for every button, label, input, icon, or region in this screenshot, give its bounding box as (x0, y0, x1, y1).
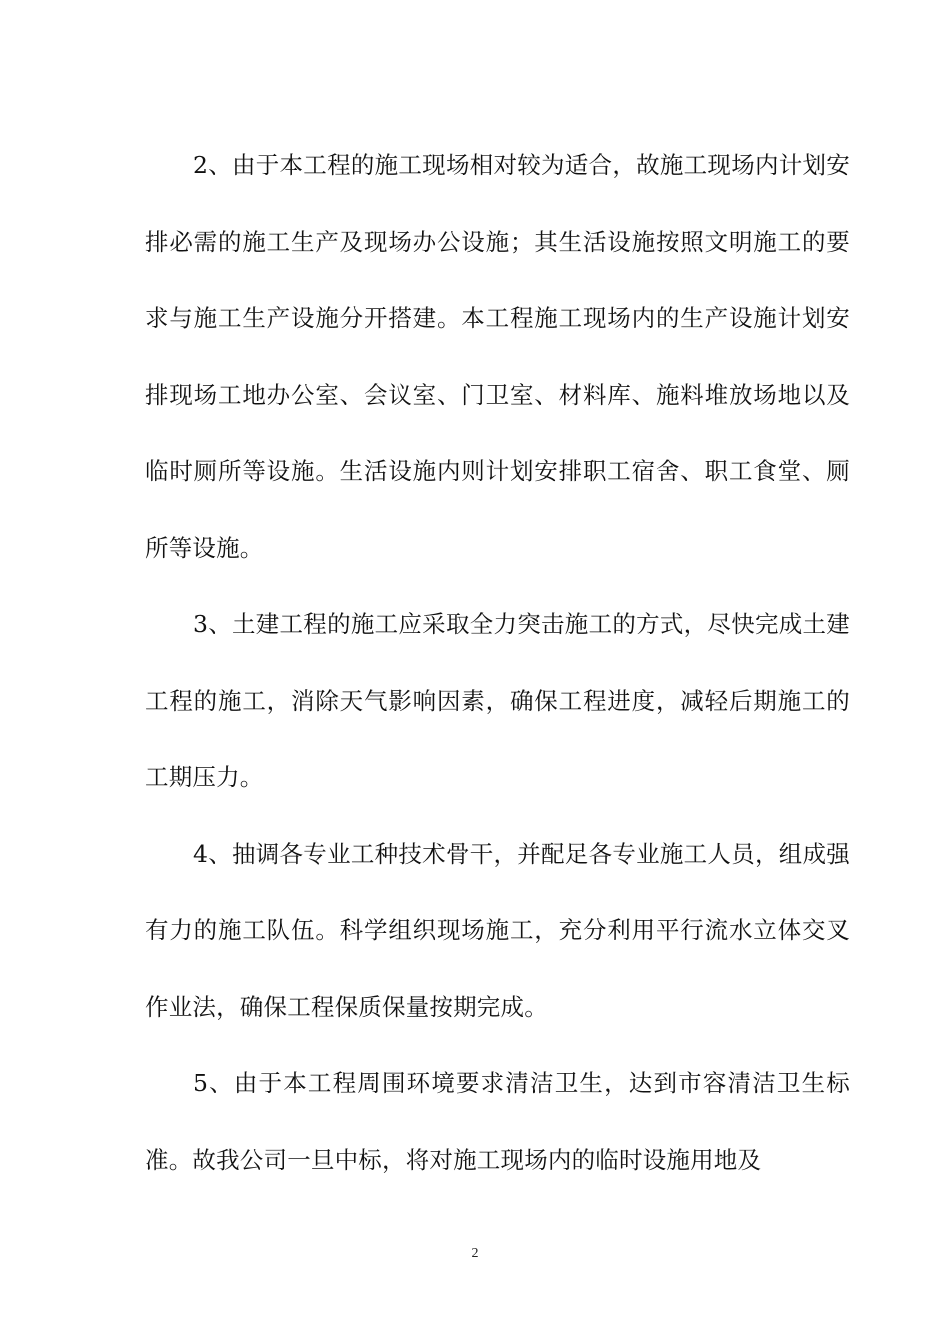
paragraph-item-2: 2、由于本工程的施工现场相对较为适合，故施工现场内计划安排必需的施工生产及现场办公设施；其生活设施按照文明施工的要求与施工生产设施分开搭建。本工程施工现场内的生产设施计划安排现场工地办公室、会议室、门卫室、材料库、施料堆放场地以及临时厕所等设施。生活设施内则计划安排职工宿舍、职工食堂、厕所等设施。 (145, 151, 850, 562)
paragraph-item-5: 5、由于本工程周围环境要求清洁卫生，达到市容清洁卫生标准。故我公司一旦中标，将对施工现场内的临时设施用地及 (145, 1069, 850, 1174)
paragraph-item-4: 4、抽调各专业工种技术骨干，并配足各专业施工人员，组成强有力的施工队伍。科学组织现场施工，充分利用平行流水立体交叉作业法，确保工程保质保量按期完成。 (145, 839, 850, 1021)
document-body (145, 127, 850, 1198)
page-number: 2 (471, 1246, 479, 1261)
paragraph-item-3: 3、土建工程的施工应采取全力突击施工的方式，尽快完成土建工程的施工，消除天气影响因素，确保工程进度，减轻后期施工的工期压力。 (145, 610, 850, 791)
